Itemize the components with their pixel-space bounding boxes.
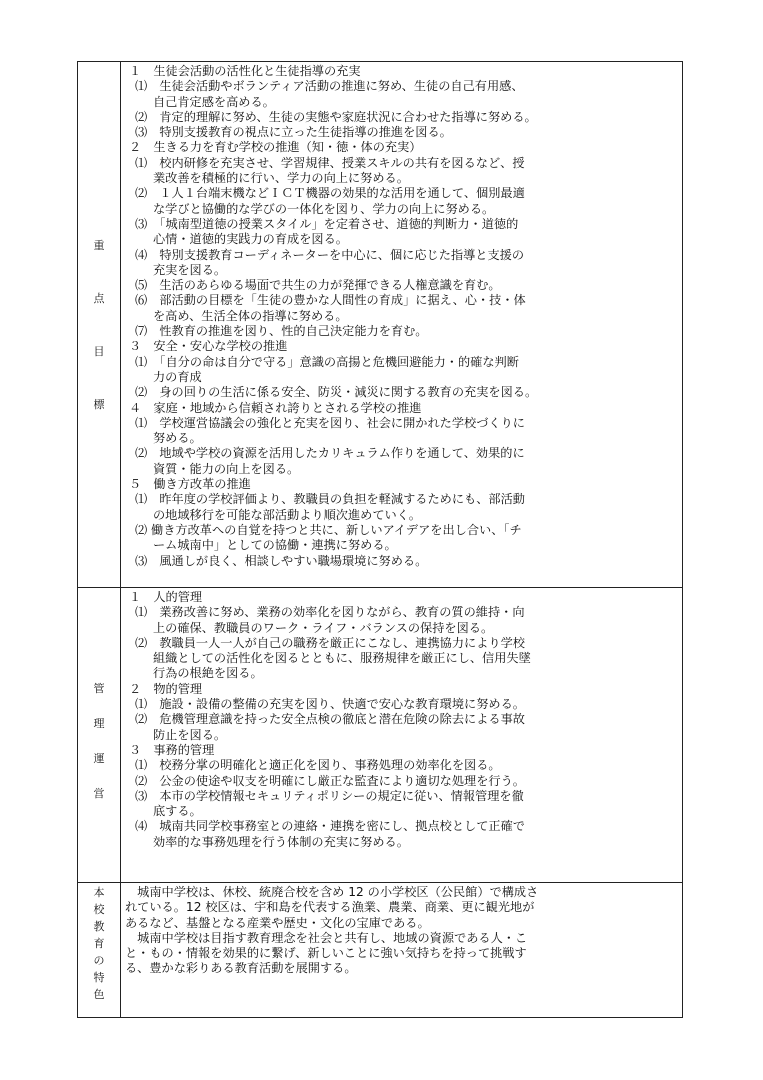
- text-line: １ 生徒会活動の活性化と生徒指導の充実: [129, 64, 361, 78]
- text-line: ⑵ 身の回りの生活に係る安全、防災・減災に関する教育の充実を図る。: [135, 385, 538, 400]
- text-line: ３ 事務的管理: [129, 742, 215, 757]
- text-line: ２ 生きる力を育む学校の推進（知・徳・体の充実）: [129, 140, 422, 155]
- section-label-char: 教: [93, 920, 105, 933]
- text-line: ２ 物的管理: [129, 681, 203, 696]
- text-line: 努める。: [153, 431, 202, 446]
- text-line: 自己肯定感を高める。: [153, 94, 275, 109]
- text-line: ーム城南中」としての協働・連携に努める。: [153, 538, 397, 553]
- section-label-char: 色: [93, 988, 105, 1001]
- section-label-char: 重: [93, 238, 105, 252]
- text-line: ⑴ 校内研修を充実させ、学習規律、授業スキルの共有を図るなど、授: [135, 155, 525, 170]
- text-line: 城南中学校は、休校、統廃合校を含め 12 の小学校区（公民館）で構成さ: [125, 885, 539, 899]
- text-line: を高め、生活全体の指導に努める。: [153, 308, 348, 323]
- section-content: [121, 883, 683, 1018]
- text-line: 組織としての活性化を図るとともに、服務規律を厳正にし、信用失墜: [153, 651, 531, 666]
- section-label-char: 目: [93, 344, 105, 358]
- text-line: と・もの・情報を効果的に繋げ、新しいことに強い気持ちを持って挑戦す: [125, 946, 527, 961]
- text-line: ⑶ 特別支援教育の視点に立った生徒指導の推進を図る。: [135, 125, 452, 140]
- text-line: 行為の根絶を図る。: [153, 666, 263, 681]
- text-line: ⑵ 働き方改革への自覚を持つと共に、新しいアイデアを出し合い、「チ: [135, 522, 522, 537]
- text-line: な学びと協働的な学びの一体化を図り、学力の向上に努める。: [153, 201, 495, 216]
- text-line: ⑵ 公金の使途や収支を明確にし厳正な監査により適切な処理を行う。: [135, 773, 525, 788]
- text-line: 業改善を積極的に行い、学力の向上に努める。: [153, 171, 409, 186]
- section-label-char: 育: [93, 937, 105, 950]
- text-line: 底する。: [153, 804, 202, 819]
- section-row-features: [78, 883, 683, 1018]
- text-line: の地域移行を可能な部活動より順次進めていく。: [153, 507, 421, 522]
- text-line: 力の育成: [153, 369, 202, 384]
- text-line: 充実を図る。: [153, 262, 227, 277]
- section-label-char: 理: [93, 717, 105, 730]
- text-line: 資質・能力の向上を図る。: [153, 461, 300, 476]
- text-line: ⑵ 危機管理意識を持った安全点検の徹底と潜在危険の除去による事故: [135, 712, 525, 727]
- section-label-char: 点: [93, 291, 105, 305]
- section-label-char: 特: [93, 971, 105, 984]
- section-label-char: 本: [93, 886, 105, 899]
- section-content: [121, 588, 683, 883]
- text-line: ５ 働き方改革の推進: [129, 477, 251, 492]
- text-line: ⑴ 業務改善に努め、業務の効率化を図りながら、教育の質の維持・向: [135, 605, 525, 620]
- text-line: 心情・道徳的実践力の育成を図る。: [153, 232, 348, 247]
- text-line: ⑵ 肯定的理解に努め、生徒の実態や家庭状況に合わせた指導に努める。: [135, 109, 537, 124]
- section-row-management: [78, 588, 683, 883]
- text-line: ⑵ 地域や学校の資源を活用したカリキュラム作りを通して、効果的に: [135, 446, 525, 461]
- text-line: ⑺ 性教育の推進を図り、性的自己決定能力を育む。: [135, 324, 428, 339]
- text-line: 効率的な事務処理を行う体制の充実に努める。: [153, 834, 409, 849]
- text-line: 上の確保、教職員のワーク・ライフ・バランスの保持を図る。: [153, 620, 494, 635]
- section-label-char: 営: [93, 787, 105, 800]
- section-label-char: の: [93, 954, 105, 967]
- section-row-focus: [78, 62, 683, 588]
- text-line: ⑴ 昨年度の学校評価より、教職員の負担を軽減するためにも、部活動: [135, 492, 525, 507]
- text-line: ⑵ 教職員一人一人が自己の職務を厳正にこなし、連携協力により学校: [135, 635, 525, 650]
- text-line: ⑸ 生活のあらゆる場面で共生の力が発揮できる人権意識を育む。: [135, 278, 501, 293]
- section-label-char: 標: [93, 397, 105, 411]
- text-line: あるなど、基盤となる産業や歴史・文化の宝庫である。: [125, 915, 430, 930]
- section-label-char: 校: [93, 903, 105, 916]
- section-label-cell: [78, 588, 121, 883]
- section-label-cell: [78, 62, 121, 588]
- policy-table: [77, 61, 683, 1018]
- section-label-char: 運: [93, 752, 105, 765]
- section-label-char: 管: [93, 682, 105, 695]
- text-line: ⑷ 特別支援教育コーディネーターを中心に、個に応じた指導と支援の: [135, 247, 525, 262]
- text-line: ⑴ 校務分掌の明確化と適正化を図り、事務処理の効率化を図る。: [135, 758, 501, 773]
- text-line: 防止を図る。: [153, 727, 227, 742]
- text-line: ⑷ 城南共同学校事務室との連絡・連携を密にし、拠点校として正確で: [135, 819, 525, 834]
- text-line: ⑴ 「自分の命は自分で守る」意識の高揚と危機回避能力・的確な判断: [135, 354, 519, 369]
- text-line: ３ 安全・安心な学校の推進: [129, 339, 288, 354]
- text-line: ⑴ 学校運営協議会の強化と充実を図り、社会に開かれた学校づくりに: [135, 415, 525, 430]
- text-line: ⑹ 部活動の目標を「生徒の豊かな人間性の育成」に据え、心・技・体: [135, 293, 526, 308]
- section-label-cell: [78, 883, 121, 1018]
- text-line: １ 人的管理: [129, 590, 203, 604]
- text-line: れている。12 校区は、宇和島を代表する漁業、農業、商業、更に観光地が: [125, 900, 535, 915]
- text-line: ⑵ １人１台端末機などＩＣＴ機器の効果的な活用を通して、個別最適: [135, 186, 525, 201]
- text-line: る、豊かな彩りある教育活動を展開する。: [125, 961, 357, 976]
- text-line: ⑴ 施設・設備の整備の充実を図り、快適で安心な教育環境に努める。: [135, 697, 525, 712]
- section-label: [78, 883, 120, 1017]
- section-label: [78, 588, 120, 882]
- text-line: ４ 家庭・地域から信頼され誇りとされる学校の推進: [129, 400, 422, 415]
- text-line: ⑴ 生徒会活動やボランティア活動の推進に努め、生徒の自己有用感、: [135, 79, 524, 94]
- text-line: ⑶ 本市の学校情報セキュリティポリシーの規定に従い、情報管理を徹: [135, 788, 524, 803]
- text-line: 城南中学校は目指す教育理念を社会と共有し、地域の資源である人・こ: [125, 930, 528, 945]
- text-line: ⑶ 「城南型道徳の授業スタイル」を定着させ、道徳的判断力・道徳的: [135, 216, 519, 231]
- section-content: [121, 62, 683, 588]
- text-line: ⑶ 風通しが良く、相談しやすい職場環境に努める。: [135, 553, 428, 568]
- section-label: [78, 62, 120, 587]
